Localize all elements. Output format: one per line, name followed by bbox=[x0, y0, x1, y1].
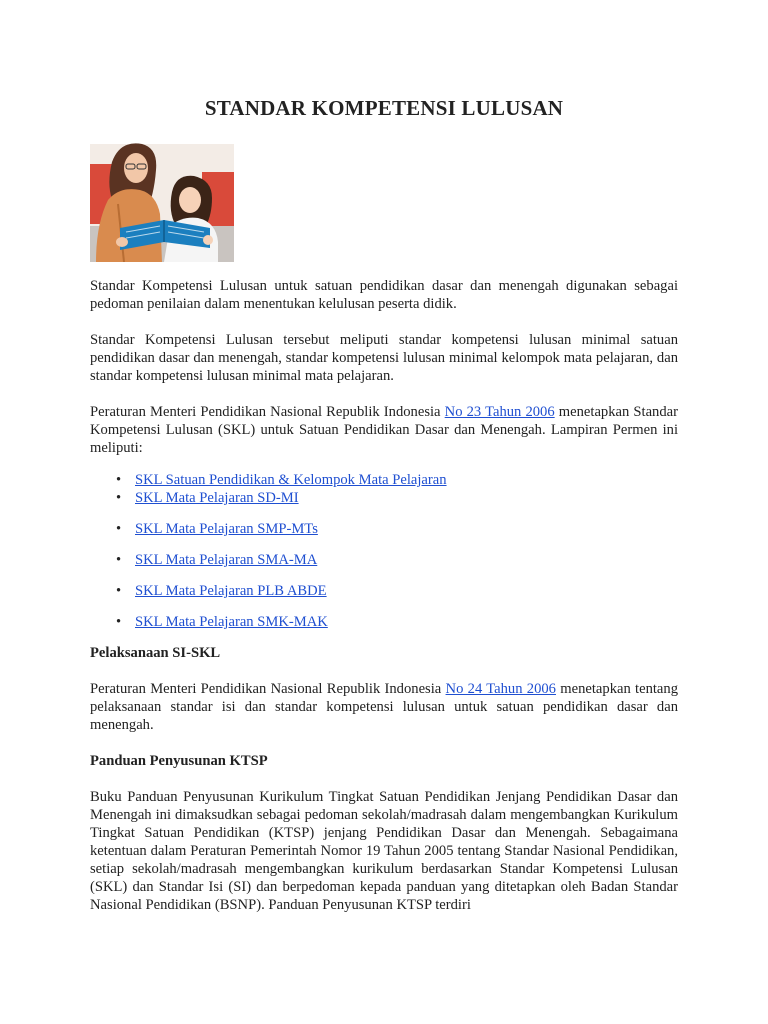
si-skl-paragraph bbox=[90, 680, 678, 734]
si-text-after: menetapkan tentang pelaksanaan standar isi dan standar kompetensi lulusan untuk satuan pendidikan dasar dan menengah. bbox=[90, 681, 678, 733]
bullet-icon: • bbox=[116, 552, 122, 568]
teacher-student-reading-illustration bbox=[90, 134, 234, 262]
bullet-icon: • bbox=[116, 583, 122, 599]
ktsp-paragraph: Buku Panduan Penyusunan Kurikulum Tingkat Satuan Pendidikan Jenjang Pendidikan Dasar dan Menengah ini dimaksudkan sebagai pedoman sekolah/madrasah dalam mengembangkan Kurikulum Tingkat Satuan Pendidikan (KTSP) jenjang Pendidikan Dasar dan Menengah. Sebagaimana ketentuan dalam Peraturan Pemerintah Nomor 19 Tahun 2005 tentang Standar Nasional Pendidikan, setiap sekolah/madrasah mengembangkan kurikulum berdasarkan Standar Kompetensi Lulusan (SKL) dan Standar Isi (SI) dan berpedoman kepada panduan yang ditetapkan oleh Badan Standar Nasional Pendidikan (BSNP). Panduan Penyusunan KTSP terdiri bbox=[90, 789, 678, 913]
regulation-text-before: Peraturan Menteri Pendidikan Nasional Republik Indonesia bbox=[90, 404, 445, 420]
list-item bbox=[116, 520, 678, 538]
skl-link[interactable]: SKL Mata Pelajaran SMK-MAK bbox=[135, 614, 328, 630]
section-heading-si-skl: Pelaksanaan SI-SKL bbox=[90, 645, 221, 661]
list-item bbox=[116, 582, 678, 600]
bullet-icon: • bbox=[116, 614, 122, 630]
bullet-icon: • bbox=[116, 472, 122, 488]
section-heading-ktsp: Panduan Penyusunan KTSP bbox=[90, 753, 268, 769]
skl-link[interactable]: SKL Mata Pelajaran SMP-MTs bbox=[135, 521, 318, 537]
page-title: STANDAR KOMPETENSI LULUSAN bbox=[204, 96, 564, 120]
scope-paragraph: Standar Kompetensi Lulusan tersebut meliputi standar kompetensi lulusan minimal satuan pendidikan dasar dan menengah, standar kompetensi lulusan minimal kelompok mata pelajaran, dan standar kompetensi lulusan minimal mata pelajaran. bbox=[90, 332, 678, 384]
skl-link[interactable]: SKL Mata Pelajaran PLB ABDE bbox=[135, 583, 327, 599]
si-text-before: Peraturan Menteri Pendidikan Nasional Republik Indonesia bbox=[90, 681, 446, 697]
list-item bbox=[116, 471, 678, 489]
list-item bbox=[116, 551, 678, 569]
regulation-no24-link[interactable]: No 24 Tahun 2006 bbox=[445, 681, 556, 697]
regulation-paragraph bbox=[90, 403, 678, 457]
bullet-icon: • bbox=[116, 490, 122, 506]
intro-paragraph: Standar Kompetensi Lulusan untuk satuan pendidikan dasar dan menengah digunakan sebagai pedoman penilaian dalam menentukan kelulusan peserta didik. bbox=[90, 278, 678, 312]
regulation-no23-link[interactable]: No 23 Tahun 2006 bbox=[444, 404, 555, 420]
list-item bbox=[116, 489, 678, 507]
skl-link[interactable]: SKL Satuan Pendidikan & Kelompok Mata Pelajaran bbox=[135, 472, 447, 488]
bullet-icon: • bbox=[116, 521, 122, 537]
skl-link[interactable]: SKL Mata Pelajaran SMA-MA bbox=[135, 552, 318, 568]
skl-link-list bbox=[90, 471, 678, 631]
skl-link[interactable]: SKL Mata Pelajaran SD-MI bbox=[135, 490, 299, 506]
regulation-text-after: menetapkan Standar Kompetensi Lulusan (SKL) untuk Satuan Pendidikan Dasar dan Menengah. Lampiran Permen ini meliputi: bbox=[90, 404, 678, 456]
list-item bbox=[116, 613, 678, 631]
